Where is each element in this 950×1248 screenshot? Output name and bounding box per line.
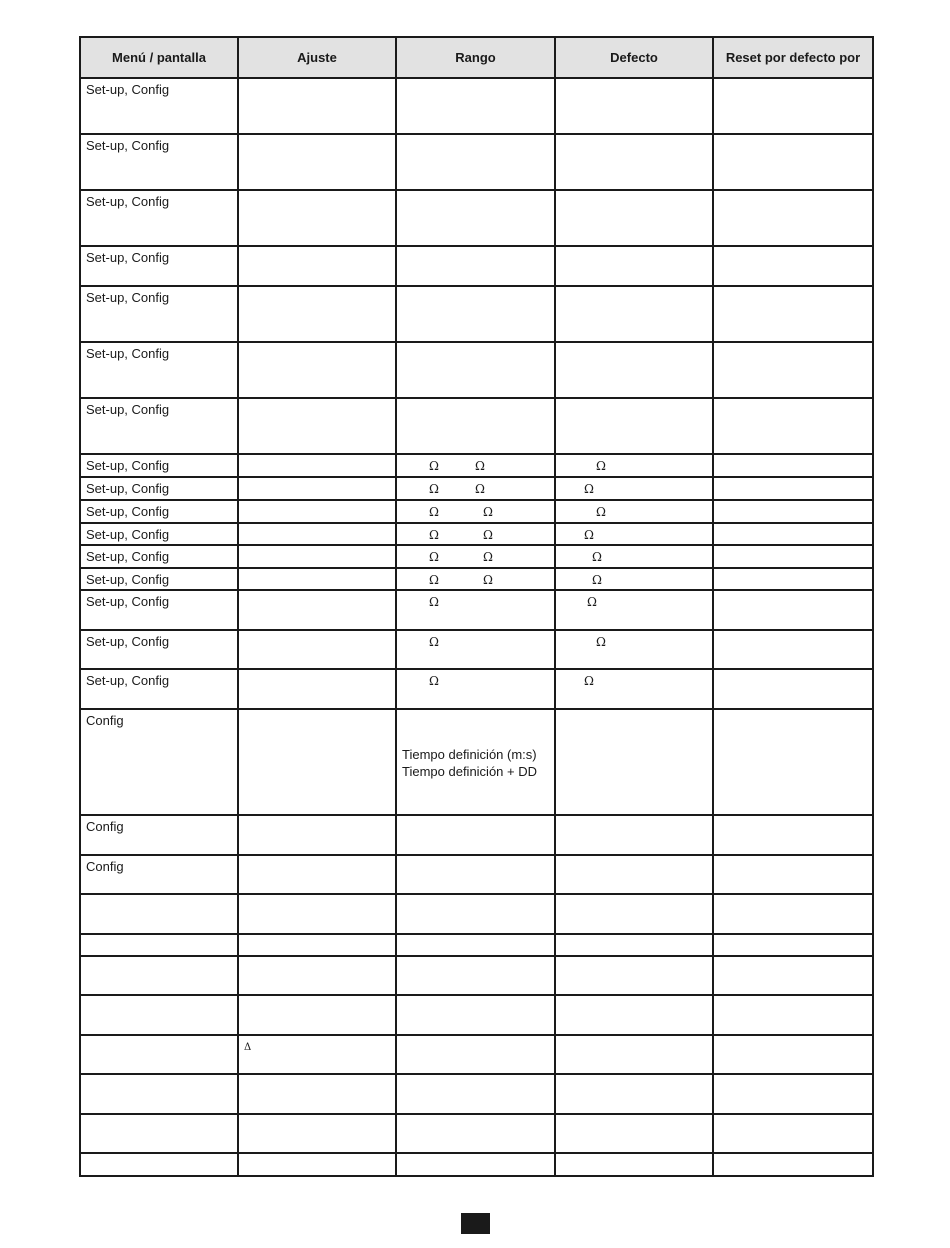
omega-symbol: Ω [587, 595, 597, 609]
table-row [80, 568, 873, 590]
header-menu: Menú / pantalla [80, 37, 238, 78]
omega-symbol: Ω [483, 528, 493, 542]
menu-cell: Set-up, Config [86, 402, 170, 417]
table-row [80, 669, 873, 709]
table-row [80, 630, 873, 669]
header-ajuste: Ajuste [238, 37, 396, 78]
menu-cell: Set-up, Config [86, 549, 170, 564]
omega-symbol: Ω [483, 573, 493, 587]
menu-cell: Set-up, Config [86, 673, 170, 688]
delta-symbol: Δ [244, 1042, 252, 1053]
range-text-1: Tiempo definición (m:s) [402, 747, 537, 762]
table-row [80, 454, 873, 477]
omega-symbol: Ω [483, 550, 493, 564]
table-row [80, 286, 873, 342]
range-text-2: Tiempo definición + DD [402, 764, 537, 779]
omega-symbol: Ω [584, 674, 594, 688]
omega-symbol: Ω [429, 505, 439, 519]
table-row [80, 855, 873, 894]
omega-symbol: Ω [596, 635, 606, 649]
table-row [80, 934, 873, 956]
omega-symbol: Ω [596, 459, 606, 473]
omega-symbol: Ω [429, 635, 439, 649]
table-row [80, 78, 873, 134]
table-row [80, 1114, 873, 1153]
settings-table [79, 36, 874, 1177]
table-row [80, 246, 873, 286]
omega-symbol: Ω [592, 573, 602, 587]
table-row [80, 995, 873, 1035]
table-row [80, 134, 873, 190]
table-row [80, 1035, 873, 1074]
table-row [80, 500, 873, 523]
omega-symbol: Ω [429, 674, 439, 688]
menu-cell: Config [86, 859, 124, 874]
table-row [80, 190, 873, 246]
omega-symbol: Ω [429, 459, 439, 473]
menu-cell: Config [86, 819, 124, 834]
menu-cell: Set-up, Config [86, 82, 170, 97]
header-reset: Reset por defecto por [713, 37, 873, 78]
menu-cell: Set-up, Config [86, 250, 170, 265]
omega-symbol: Ω [429, 573, 439, 587]
table-row [80, 545, 873, 568]
menu-cell: Set-up, Config [86, 572, 170, 587]
table-row [80, 523, 873, 545]
omega-symbol: Ω [429, 595, 439, 609]
menu-cell: Set-up, Config [86, 458, 170, 473]
menu-cell: Set-up, Config [86, 481, 170, 496]
menu-cell: Set-up, Config [86, 527, 170, 542]
omega-symbol: Ω [584, 528, 594, 542]
menu-cell: Set-up, Config [86, 194, 170, 209]
menu-cell: Config [86, 713, 124, 728]
table-row [80, 590, 873, 630]
omega-symbol: Ω [483, 505, 493, 519]
table-row [80, 894, 873, 934]
table-header-row [80, 37, 873, 78]
table-row [80, 1074, 873, 1114]
page-number-block [461, 1213, 490, 1234]
table-row [80, 709, 873, 815]
omega-symbol: Ω [584, 482, 594, 496]
menu-cell: Set-up, Config [86, 346, 170, 361]
omega-symbol: Ω [475, 459, 485, 473]
header-rango: Rango [396, 37, 555, 78]
omega-symbol: Ω [429, 528, 439, 542]
menu-cell: Set-up, Config [86, 504, 170, 519]
table-row [80, 477, 873, 500]
table-row [80, 342, 873, 398]
menu-cell: Set-up, Config [86, 138, 170, 153]
omega-symbol: Ω [475, 482, 485, 496]
menu-cell: Set-up, Config [86, 594, 170, 609]
table-row [80, 815, 873, 855]
omega-symbol: Ω [429, 482, 439, 496]
header-defecto: Defecto [555, 37, 713, 78]
table-row [80, 1153, 873, 1176]
menu-cell: Set-up, Config [86, 634, 170, 649]
table-row [80, 956, 873, 995]
table-row [80, 398, 873, 454]
omega-symbol: Ω [429, 550, 439, 564]
omega-symbol: Ω [596, 505, 606, 519]
menu-cell: Set-up, Config [86, 290, 170, 305]
range-text-block [397, 710, 554, 780]
omega-symbol: Ω [592, 550, 602, 564]
